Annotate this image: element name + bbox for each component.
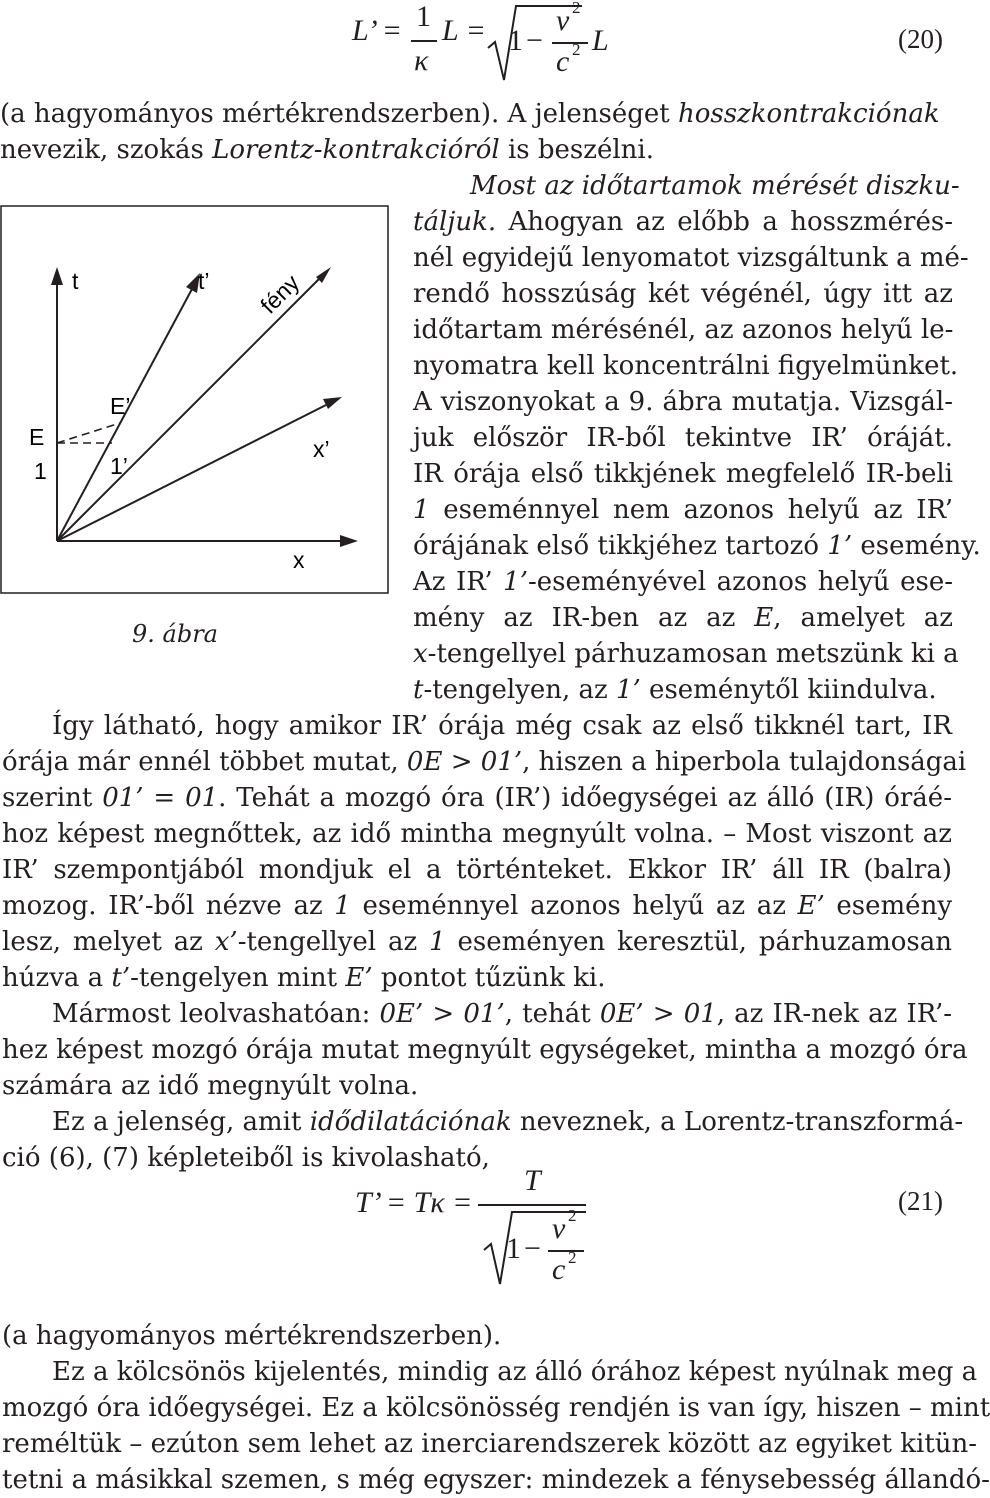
p3-line-4: hoz képest megnőttek, az idő mintha megnyúlt volna. – Most viszont az [2, 819, 952, 849]
eq20-mid: L = [442, 14, 486, 47]
p2-line-3: nél egyidejű lenyomatot vizsgáltunk a mé- [413, 243, 969, 273]
p7-line-3: reméltük – ezúton sem lehet az inerciarendszerek között az egyiket kitün- [2, 1429, 978, 1459]
p3-line-8: húzva a t’-tengelyen mint E’ pontot tűzünk ki. [2, 963, 606, 993]
eq20-rhs: L [592, 24, 609, 57]
p3-line-7: lesz, melyet az x’-tengellyel az 1 eseményen keresztül, párhuzamosan [2, 927, 952, 957]
p2-line-4: rendő hosszúság két végénél, úgy itt az [413, 279, 953, 309]
x-axis-arrow [340, 535, 358, 547]
p3-line-6: mozog. IR’-ből nézve az 1 eseménnyel azonos helyű az az E’ esemény [2, 891, 953, 921]
eq21-root-one: 1 [506, 1232, 521, 1265]
p2-line-7: A viszonyokat a 9. ábra mutatja. Vizsgál- [413, 387, 953, 417]
eq20-v: v [556, 4, 570, 37]
figure-caption: 9. ábra [132, 620, 218, 648]
eq20-frac-bar [411, 40, 437, 42]
eq20-number: (20) [898, 24, 943, 54]
p3-line-1: Így látható, hogy amikor IR’ órája még csak az első tikknél tart, IR [52, 711, 952, 741]
p3-line-2: órája már ennél többet mutat, 0E > 01’, hiszen a hiperbola tulajdonságai [2, 747, 967, 777]
p3-line-5: IR’ szempontjából mondjuk el a történteket. Ekkor IR’ áll IR (balra) [2, 855, 952, 885]
eq20-c-exp: 2 [572, 40, 581, 59]
label-e: E [29, 424, 45, 450]
eq20-lhs: L’ = [352, 14, 402, 47]
p2-line-5: időtartam mérésénél, az azonos helyű le- [413, 315, 954, 345]
p2-line-13: mény az IR-ben az az E, amelyet az [413, 603, 954, 633]
p2-line-9: IR órája első tikkjének megfelelő IR-beli [413, 459, 953, 489]
p2-line-12: Az IR’ 1’-eseményével azonos helyű ese- [413, 567, 953, 597]
p6-line-1: (a hagyományos mértékrendszerben). [2, 1321, 502, 1351]
p2-line-14: x-tengellyel párhuzamosan metszünk ki a [413, 639, 959, 669]
eq21-c: c [552, 1253, 566, 1286]
eq21-v-exp: 2 [568, 1206, 577, 1225]
x-prime-axis-arrow [323, 397, 342, 409]
p7-line-2: mozgó óra időegységei. Ez a kölcsönösség rendjén is van így, hiszen – mint [2, 1393, 990, 1423]
p7-line-4: tetni a másikkal szemen, s még egyszer: mindezek a fénysebesség állandó- [2, 1465, 990, 1495]
eq21-number: (21) [898, 1186, 943, 1216]
eq20-vc-bar [552, 42, 588, 44]
eq21-num: T [524, 1164, 541, 1197]
eq20-c: c [556, 45, 570, 78]
eq21-minus: − [524, 1232, 541, 1265]
p2-line-6: nyomatra kell koncentrálni figyelmünket. [413, 351, 959, 381]
eq21-vc-bar [548, 1250, 584, 1252]
p3-line-3: szerint 01’ = 01. Tehát a mozgó óra (IR’) időegységei az álló (IR) óráé- [2, 783, 952, 813]
p4-line-1: Mármost leolvashatóan: 0E’ > 01’, tehát 0E’ > 01, az IR-nek az IR’- [52, 999, 952, 1029]
x-prime-axis [57, 405, 326, 541]
label-feny: fény [255, 269, 305, 319]
p2-line-11: órájának első tikkjéhez tartozó 1’ esemény. [413, 531, 981, 561]
label-one-prime: 1’ [110, 453, 128, 479]
eq21-c-exp: 2 [568, 1248, 577, 1267]
eq20-v-exp: 2 [572, 0, 581, 17]
p7-line-1: Ez a kölcsönös kijelentés, mindig az álló órához képest nyúlnak meg a [52, 1357, 978, 1387]
eq20-minus: − [526, 24, 543, 57]
eq20-root-one: 1 [508, 24, 523, 57]
eq20-frac-num: 1 [416, 0, 431, 33]
label-e-prime: E’ [110, 393, 131, 419]
eq21-v: v [552, 1212, 566, 1245]
eq21-lhs: T’ = Tκ = [355, 1186, 473, 1219]
p1-line-1: (a hagyományos mértékrendszerben). A jelenséget hosszkontrakciónak [0, 99, 940, 129]
eq20-frac-den: κ [414, 44, 429, 77]
p2-line-15: t-tengelyen, az 1’ eseménytől kiindulva. [413, 675, 937, 705]
p2-line-2: táljuk. Ahogyan az előbb a hosszmérés- [413, 207, 953, 237]
label-x: x [293, 547, 305, 573]
light-line [57, 278, 320, 541]
p2-line-10: 1 eseménnyel nem azonos helyű az IR’ [413, 495, 953, 525]
figure-9-diagram [0, 205, 390, 615]
label-x-prime: x’ [313, 436, 330, 462]
p5-line-2: ció (6), (7) képleteiből is kivolasható, [2, 1143, 490, 1173]
p4-line-2: hez képest mozgó órája mutat megnyúlt egységeket, mintha a mozgó óra [2, 1035, 968, 1065]
p2-line-1: Most az időtartamok mérését diszku- [470, 171, 960, 201]
label-one: 1 [34, 458, 47, 484]
t-axis-arrow [51, 267, 63, 285]
label-t-prime: t’ [198, 268, 210, 294]
p5-line-1: Ez a jelenség, amit idődilatációnak neveznek, a Lorentz-transzformá- [52, 1107, 964, 1137]
p1-line-2: nevezik, szokás Lorentz-kontrakcióról is beszélni. [0, 135, 654, 165]
p4-line-3: számára az idő megnyúlt volna. [2, 1071, 419, 1101]
p2-line-8: juk először IR-ből tekintve IR’ óráját. [413, 423, 953, 453]
label-t: t [72, 268, 79, 294]
